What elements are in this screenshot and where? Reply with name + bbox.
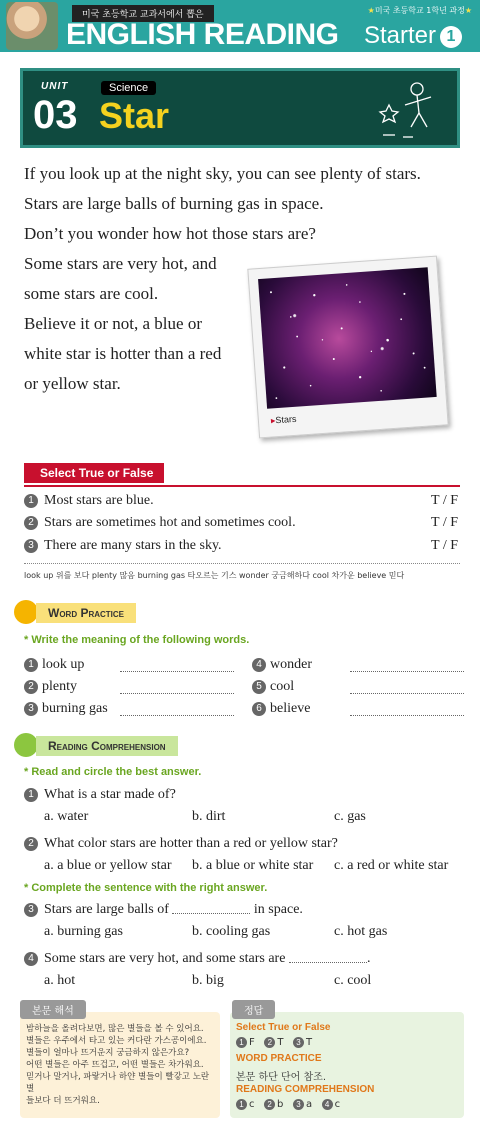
- answer-option[interactable]: a. water: [44, 809, 89, 824]
- header-title: ENGLISH READING: [66, 18, 339, 51]
- item-text: There are many stars in the sky.: [44, 538, 222, 553]
- item-number: 1: [24, 788, 38, 802]
- rc-options: [44, 858, 464, 876]
- passage-line: white star is hotter than a red: [24, 344, 222, 363]
- meaning-blank[interactable]: [350, 671, 464, 672]
- true-false-item: [24, 493, 460, 511]
- answer-blank[interactable]: [289, 951, 367, 963]
- pencil-icon: [14, 600, 38, 624]
- answer-heading-tf: Select True or False: [236, 1022, 331, 1033]
- item-number: 3: [24, 903, 38, 917]
- answer-number: 2: [264, 1099, 275, 1110]
- reading-comprehension-title: Reading Comprehension: [36, 736, 178, 756]
- meaning-blank[interactable]: [120, 671, 234, 672]
- level-number: 1: [440, 26, 462, 48]
- asterisk-icon: *: [24, 882, 32, 894]
- rc-instruction: [24, 882, 267, 894]
- section-divider: [24, 485, 460, 487]
- header-badge: 미국 초등학교 교과서에서 뽑은: [72, 5, 214, 22]
- unit-label: UNIT: [41, 81, 69, 92]
- item-number: 3: [24, 539, 38, 553]
- translation-tag: 본문 해석: [20, 1000, 86, 1019]
- reading-comprehension-banner: [14, 733, 254, 757]
- true-false-item: [24, 515, 460, 533]
- unit-number: 03: [33, 93, 78, 137]
- word-item: [252, 679, 466, 697]
- rc-options: [44, 924, 464, 942]
- passage-line: Stars are large balls of burning gas in space.: [24, 194, 324, 213]
- rc-options: [44, 809, 464, 827]
- item-number: 3: [24, 702, 38, 716]
- word-text: look up: [42, 657, 85, 672]
- meaning-blank[interactable]: [350, 693, 464, 694]
- passage-line: Some stars are very hot, and: [24, 254, 217, 273]
- answer-number: 3: [293, 1037, 304, 1048]
- answer-value: F: [249, 1037, 255, 1048]
- rc-question: [24, 836, 464, 854]
- star-photo: [247, 256, 448, 439]
- word-practice-instruction: [24, 634, 249, 646]
- answer-heading-wp: WORD PRACTICE: [236, 1053, 322, 1064]
- unit-title: Star: [99, 95, 170, 136]
- passage-line: Believe it or not, a blue or: [24, 314, 202, 333]
- translation-line: 어떤 별들은 아주 뜨겁고, 어떤 별들은 차가워요.: [26, 1060, 204, 1070]
- asterisk-icon: *: [24, 766, 32, 778]
- book-icon: [14, 733, 38, 757]
- question-text-before: Stars are large balls of: [44, 902, 169, 917]
- tf-choice[interactable]: T / F: [431, 538, 458, 553]
- header-banner: [0, 0, 480, 52]
- question-text-after: in space.: [253, 902, 303, 917]
- item-number: 5: [252, 680, 266, 694]
- answer-number: 4: [322, 1099, 333, 1110]
- word-item: [24, 657, 244, 675]
- answer-option[interactable]: a. a blue or yellow star: [44, 858, 172, 873]
- instruction-text: Write the meaning of the following words.: [31, 634, 250, 646]
- item-number: 2: [24, 680, 38, 694]
- item-number: 1: [24, 494, 38, 508]
- item-number: 6: [252, 702, 266, 716]
- answer-value: T: [305, 1037, 313, 1048]
- passage-line: Don’t you wonder how hot those stars are?: [24, 224, 316, 243]
- word-practice-title: Word Practice: [36, 603, 136, 623]
- answer-value: b: [277, 1099, 284, 1110]
- translation-line: 별들이 얼마나 뜨거운지 궁금하지 않은가요?: [26, 1048, 190, 1058]
- vocabulary-list: look up 위를 보다 plenty 많음 burning gas 타오르는 기스 wonder 궁금해하다 cool 차가운 believe 믿다: [24, 571, 405, 580]
- header-photo: [6, 2, 58, 50]
- header-starter: [364, 22, 462, 50]
- word-item: [252, 701, 466, 719]
- asterisk-icon: *: [24, 634, 32, 646]
- stars-icon: [258, 267, 437, 409]
- item-number: 4: [252, 658, 266, 672]
- answer-option[interactable]: c. hot gas: [334, 924, 388, 939]
- rc-options: [44, 973, 464, 991]
- question-text: What is a star made of?: [44, 787, 176, 802]
- answer-option[interactable]: a. burning gas: [44, 924, 123, 939]
- tf-choice[interactable]: T / F: [431, 515, 458, 530]
- star-icon: ★: [464, 6, 472, 15]
- answer-number: 2: [264, 1037, 275, 1048]
- item-number: 2: [24, 837, 38, 851]
- word-text: cool: [270, 679, 295, 694]
- passage-line: some stars are cool.: [24, 284, 159, 303]
- question-text-before: Some stars are very hot, and some stars are: [44, 951, 286, 966]
- rc-question: [24, 902, 464, 920]
- translation-line: 밤하늘을 올려다보면, 많은 별들을 볼 수 있어요.: [26, 1024, 204, 1034]
- word-item: [24, 701, 244, 719]
- answer-option[interactable]: c. a red or white star: [334, 858, 449, 873]
- subject-tag: Science: [101, 81, 156, 95]
- answer-option[interactable]: b. dirt: [192, 809, 226, 824]
- answer-number: 1: [236, 1099, 247, 1110]
- word-text: burning gas: [42, 701, 108, 716]
- answer-value: c: [334, 1099, 341, 1110]
- instruction-text: Complete the sentence with the right answer.: [31, 882, 268, 894]
- question-text: What color stars are hotter than a red or yellow star?: [44, 836, 338, 851]
- answer-heading-rc: READING COMPREHENSION: [236, 1084, 375, 1095]
- answer-blank[interactable]: [172, 902, 250, 914]
- word-text: believe: [270, 701, 311, 716]
- answer-value: c: [249, 1099, 255, 1110]
- meaning-blank[interactable]: [350, 715, 464, 716]
- answer-option[interactable]: c. cool: [334, 973, 372, 988]
- answer-option[interactable]: b. big: [192, 973, 224, 988]
- answer-rc-values: [236, 1099, 340, 1110]
- answer-key-tag: 정답: [232, 1000, 275, 1019]
- translation-line: 들보다 더 뜨거워요.: [26, 1096, 100, 1106]
- question-text: [44, 902, 303, 918]
- night-sky-image: [258, 267, 437, 409]
- translation-line: 별들은 우주에서 타고 있는 커다란 가스공이에요.: [26, 1036, 207, 1046]
- rc-question: [24, 951, 464, 969]
- vocab-divider: [24, 563, 460, 564]
- word-item: [24, 679, 244, 697]
- question-text-after: .: [366, 951, 371, 966]
- header-subtitle-text: 미국 초등학교 1학년 과정: [374, 6, 465, 15]
- item-number: 2: [24, 516, 38, 530]
- answer-number: 1: [236, 1037, 247, 1048]
- meaning-blank[interactable]: [120, 693, 234, 694]
- passage-line: If you look up at the night sky, you can see plenty of stars.: [24, 164, 421, 183]
- tf-choice[interactable]: T / F: [431, 493, 458, 508]
- starter-label: Starter: [363, 22, 436, 49]
- word-text: wonder: [270, 657, 312, 672]
- star-icon: ★: [367, 6, 375, 15]
- answer-number: 3: [293, 1099, 304, 1110]
- rc-question: [24, 787, 464, 805]
- answer-value: a: [305, 1099, 313, 1110]
- answer-option[interactable]: b. cooling gas: [192, 924, 271, 939]
- item-number: 1: [24, 658, 38, 672]
- meaning-blank[interactable]: [120, 715, 234, 716]
- question-text: [44, 951, 370, 967]
- unit-board: [20, 68, 460, 148]
- answer-tf-values: [236, 1037, 312, 1048]
- item-text: Most stars are blue.: [44, 493, 154, 508]
- header-subtitle: [368, 5, 472, 16]
- answer-wp-text: 본문 하단 단어 참조.: [236, 1072, 326, 1083]
- true-false-item: [24, 538, 460, 556]
- photo-caption-text: Stars: [275, 413, 297, 426]
- photo-caption: [271, 414, 297, 427]
- translation-text: [26, 1023, 216, 1107]
- true-false-header: Select True or False: [24, 463, 164, 483]
- item-number: 4: [24, 952, 38, 966]
- answer-option[interactable]: b. a blue or white star: [192, 858, 314, 873]
- rc-instruction: [24, 766, 201, 778]
- translation-line: 믿거나 말거나, 파랗거나 하얀 별들이 빨갛고 노란 별: [26, 1072, 210, 1094]
- answer-option[interactable]: c. gas: [334, 809, 366, 824]
- word-text: plenty: [42, 679, 77, 694]
- item-text: Stars are sometimes hot and sometimes cool.: [44, 515, 296, 530]
- answer-option[interactable]: a. hot: [44, 973, 76, 988]
- word-item: [252, 657, 466, 675]
- passage-line: or yellow star.: [24, 374, 121, 393]
- answer-value: T: [277, 1037, 284, 1048]
- chalk-doodle-icon: [373, 77, 443, 143]
- instruction-text: Read and circle the best answer.: [31, 766, 202, 778]
- word-practice-banner: [14, 600, 184, 624]
- caption-arrow-icon: ▸: [270, 415, 276, 426]
